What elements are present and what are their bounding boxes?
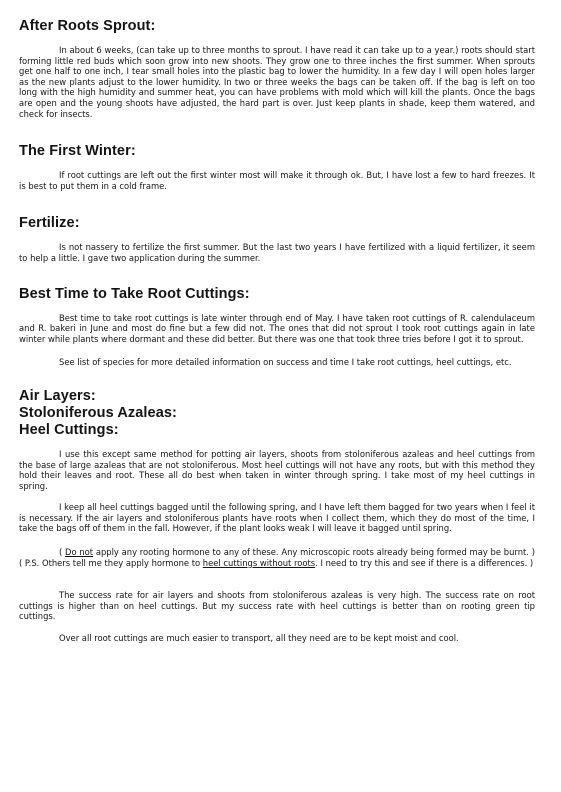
note-mid: apply any rooting hormone to any of these. Any microscopic roots already being formed may be burnt. ) ( P.S. Others tell me they apply hormone to	[19, 547, 535, 568]
paragraph-first-winter: If root cuttings are left out the first winter most will make it through ok. But, I have lost a few to hard freezes. It is best to put them in a cold frame.	[19, 170, 535, 191]
paragraph-hormone-note	[19, 547, 535, 568]
paragraph-best-time-1: Best time to take root cuttings is late winter through end of May. I have taken root cuttings of R. calendulaceum and R. bakeri in June and most do fine but a few did not. The ones that did not sprout I took root cuttings again in late winter while plants where dormant and these did better. But there was one that took three tries before I got it to sprout.	[19, 312, 535, 344]
note-open: (	[59, 547, 66, 558]
heading-air-layers: Air Layers:	[19, 387, 96, 404]
heading-first-winter: The First Winter:	[19, 143, 136, 160]
heading-heel-cuttings: Heel Cuttings:	[19, 421, 119, 438]
section-air-layers	[19, 388, 535, 644]
section-after-roots-sprout	[19, 18, 535, 119]
note-do-not: Do not	[65, 547, 94, 558]
paragraph-transport: Over all root cuttings are much easier to transport, all they need are to be kept moist and cool.	[59, 633, 459, 644]
note-end: . I need to try this and see if there is a differences. )	[315, 557, 534, 568]
section-best-time	[19, 286, 535, 368]
section-fertilize	[19, 215, 535, 263]
paragraph-success-rate: The success rate for air layers and shoots from stoloniferous azaleas is very high. The success rate on root cuttings is higher than on heel cuttings. But my success rate with heel cuttings is better than on rooting green tip cuttings.	[19, 590, 535, 622]
note-heel-cuttings: heel cuttings without roots	[202, 557, 316, 568]
paragraph-air-layers-1: I use this except same method for potting air layers, shoots from stoloniferous azaleas and heel cuttings from the base of large azaleas that are not stoloniferous. Most heel cuttings will not have any roots, but with this method they hold their leaves and root. These all do best when taken in winter through spring. I take most of my heel cuttings in spring.	[19, 448, 535, 491]
paragraph-fertilize: Is not nassery to fertilize the first summer. But the last two years I have fertilized with a liquid fertilizer, it seem to help a little. I gave two application during the summer.	[19, 242, 535, 263]
heading-stoloniferous-azaleas: Stoloniferous Azaleas:	[19, 404, 177, 421]
heading-after-roots-sprout: After Roots Sprout:	[19, 18, 156, 34]
heading-best-time: Best Time to Take Root Cuttings:	[19, 285, 250, 302]
paragraph-best-time-2: See list of species for more detailed information on success and time I take root cuttings, heel cuttings, etc.	[59, 357, 512, 368]
paragraph-after-roots-sprout: In about 6 weeks, (can take up to three months to sprout. I have read it can take up to a year.) roots should start forming little red buds which soon grow into new shoots. They grow one to three inches the first summer. When sprouts get one half to one inch, I tear small holes into the plastic bag to lower the humidity. In a few day I will open holes larger as the new plants adjust to the lower humidity. In two or three weeks the bags can be taken off. If the bag is left on too long with the high humidity and summer heat, you can have problems with mold which will kill the plants. Once the bags are open and the young shoots have adjusted, the hard part is over. Just keep plants in shade, keep them watered, and check for insects.	[19, 45, 535, 119]
heading-fertilize: Fertilize:	[19, 215, 80, 232]
paragraph-air-layers-2: I keep all heel cuttings bagged until the following spring, and I have left them bagged for two years when I feel it is necessary. If the air layers and stoloniferous plants have roots when I collect them, which they do most of the time, I take the bags off of them in the fall. However, if the plant looks weak I will leave it bagged until spring.	[19, 502, 535, 534]
section-first-winter	[19, 143, 535, 191]
